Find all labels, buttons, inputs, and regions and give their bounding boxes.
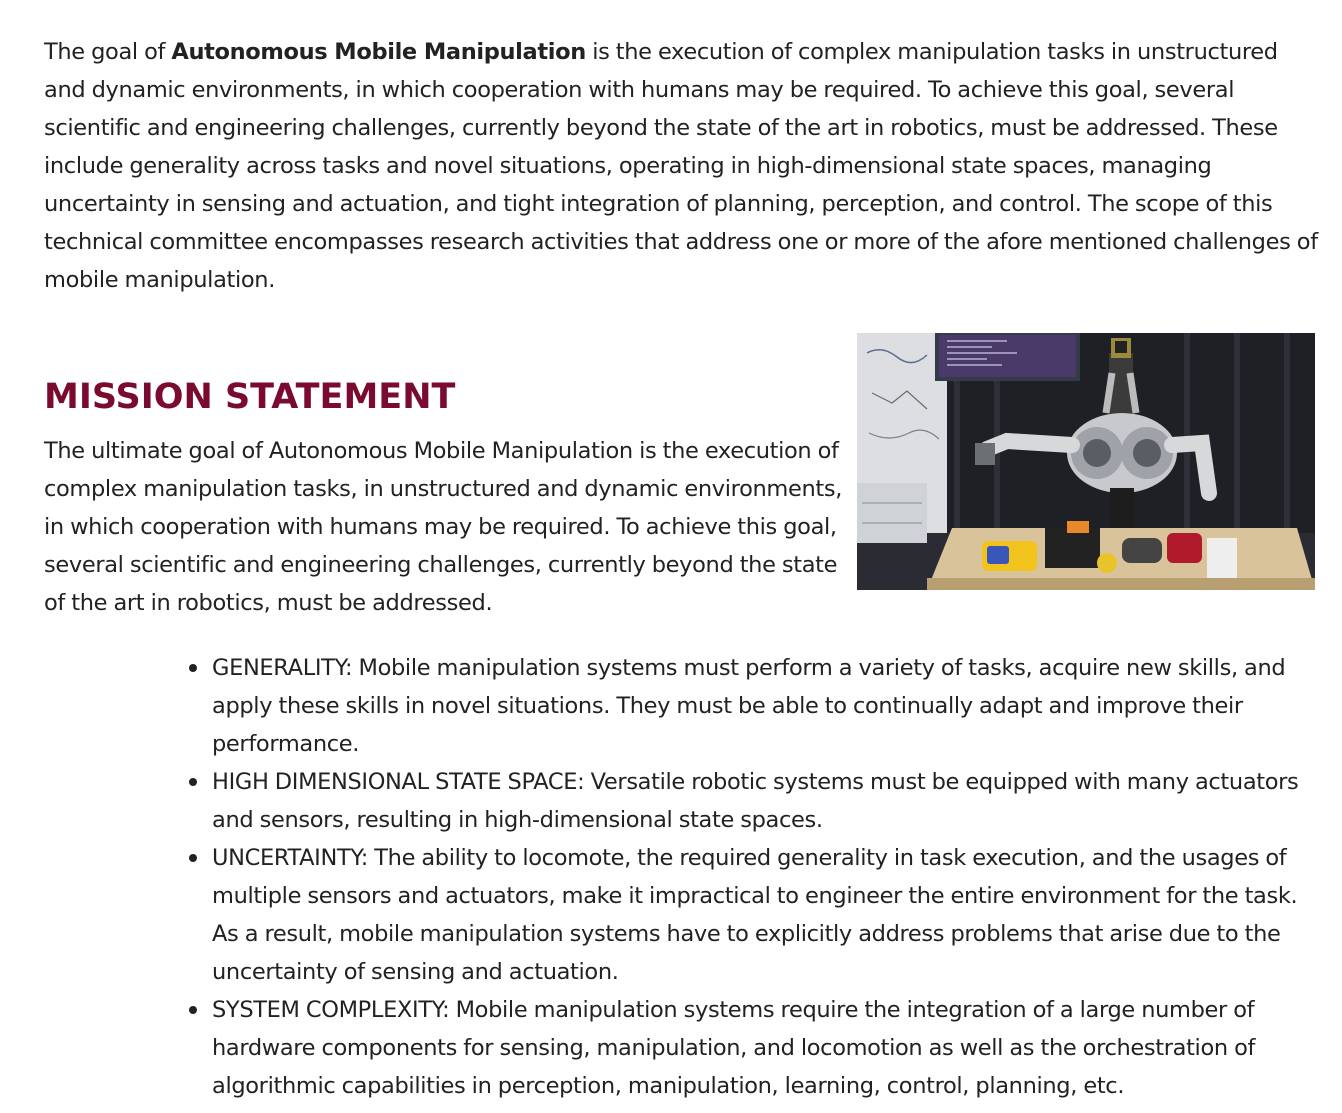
- list-item-text: SYSTEM COMPLEXITY: Mobile manipulation systems require the integration of a large number of hardware components for sensing, manipulation, and locomotion as well as the orchestration of algorithmic capabilities in perception, manipulation, learning, control, planning, etc.: [212, 997, 1256, 1099]
- challenges-list: [188, 649, 1318, 1105]
- bullet-icon: [189, 664, 197, 672]
- list-item-text: HIGH DIMENSIONAL STATE SPACE: Versatile robotic systems must be equipped with many actuators and sensors, resulting in high-dimensional state spaces.: [212, 769, 1299, 833]
- page-content: [44, 33, 1324, 1099]
- bullet-icon: [189, 854, 197, 862]
- intro-prefix: The goal of: [44, 39, 172, 65]
- mission-section: [44, 333, 1324, 633]
- mission-statement-text: The ultimate goal of Autonomous Mobile Manipulation is the execution of complex manipulation tasks, in unstructured and dynamic environments, in which cooperation with humans may be required. To achieve this goal, several scientific and engineering challenges, currently beyond the state of the art in robotics, must be addressed.: [44, 438, 843, 616]
- list-item: [188, 839, 1318, 991]
- list-item-text: GENERALITY: Mobile manipulation systems must perform a variety of tasks, acquire new skills, and apply these skills in novel situations. They must be able to continually adapt and improve their performance.: [212, 655, 1286, 757]
- list-item: [188, 991, 1318, 1105]
- bullet-icon: [189, 1006, 197, 1014]
- bullet-icon: [189, 778, 197, 786]
- intro-bold-term: Autonomous Mobile Manipulation: [171, 39, 586, 65]
- list-item-text: UNCERTAINTY: The ability to locomote, the required generality in task execution, and the usages of multiple sensors and actuators, make it impractical to engineer the entire environment for the task. As a result, mobile manipulation systems have to explicitly address problems that arise due to the uncertainty of sensing and actuation.: [212, 845, 1298, 985]
- list-item: [188, 763, 1318, 839]
- intro-suffix: is the execution of complex manipulation tasks in unstructured and dynamic environments, in which cooperation with humans may be required. To achieve this goal, several scientific and engineering challenges, currently beyond the state of the art in robotics, must be addressed. These include generality across tasks and novel situations, operating in high-dimensional state spaces, managing uncertainty in sensing and actuation, and tight integration of planning, perception, and control. The scope of this technical committee encompasses research activities that address one or more of the afore mentioned challenges of mobile manipulation.: [44, 39, 1318, 293]
- intro-paragraph: [44, 33, 1324, 299]
- list-item: [188, 649, 1318, 763]
- robot-photo: [857, 333, 1315, 590]
- mission-statement-heading: MISSION STATEMENT: [44, 377, 456, 417]
